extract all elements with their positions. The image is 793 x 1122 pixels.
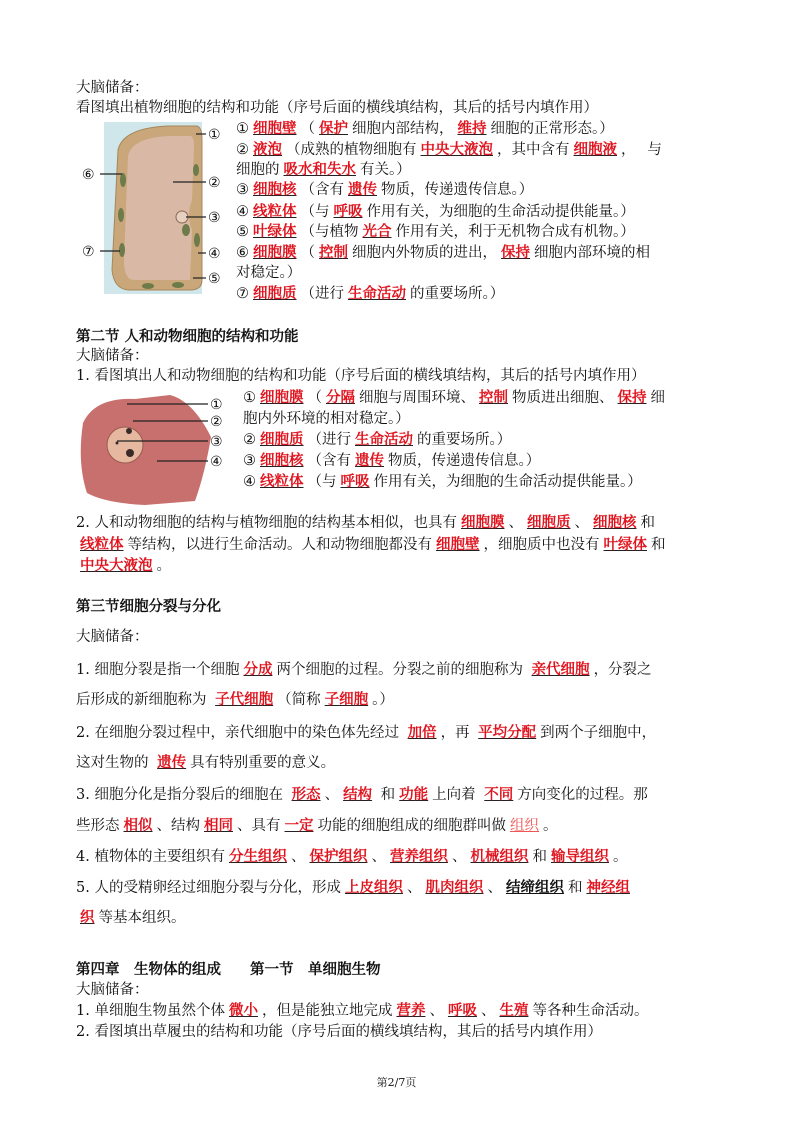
answer-blank: 中央大液泡 xyxy=(420,142,493,158)
answer-blank: 相似 xyxy=(123,818,153,834)
memory-heading: 大脑储备： xyxy=(76,80,149,96)
text-segment: 3. 细胞分化是指分裂后的细胞在 xyxy=(76,787,288,803)
answer-blank: 呼吸 xyxy=(333,204,363,220)
comparison-paragraph-line xyxy=(76,535,666,555)
answer-blank: 液泡 xyxy=(253,142,282,158)
text-segment: 、 xyxy=(290,849,306,865)
text-segment: 细胞的正常形态。） xyxy=(490,121,614,137)
answer-blank: 生命活动 xyxy=(355,432,413,448)
division-line xyxy=(76,723,656,743)
text-segment: ，细胞质中也没有 xyxy=(483,537,600,553)
plant-item-line xyxy=(236,222,635,242)
answer-blank: 微小 xyxy=(228,1003,258,1019)
plant-item-line xyxy=(236,119,614,139)
text-segment: 、 xyxy=(371,849,386,865)
text-segment: 和 xyxy=(376,787,396,803)
answer-blank: 生命活动 xyxy=(348,286,406,302)
answer-blank: 细胞膜 xyxy=(260,390,304,406)
text-segment: 作用有关，利于无机物合成有机物。） xyxy=(395,224,635,240)
text-segment: 和 xyxy=(532,849,547,865)
plant-label-1: ① xyxy=(208,127,221,143)
division-line xyxy=(76,690,394,710)
plant-label-3: ③ xyxy=(208,210,221,226)
answer-blank: 组织 xyxy=(510,818,539,834)
text-segment: 等各种生命活动。 xyxy=(532,1003,649,1019)
text-segment: 5. 人的受精卵经过细胞分裂与分化，形成 xyxy=(76,880,341,896)
text-segment: 等结构，以进行生命活动。人和动物细胞都没有 xyxy=(127,537,432,553)
text-segment: 物质，传递遗传信息。） xyxy=(388,453,541,469)
answer-blank: 细胞核 xyxy=(260,453,304,469)
text-segment: 、 xyxy=(451,849,467,865)
text-segment: 、 xyxy=(574,515,589,531)
animal-cell-diagram xyxy=(75,393,220,508)
comparison-paragraph-line xyxy=(76,556,171,576)
text-segment: 和 xyxy=(567,880,583,896)
plant-item-line xyxy=(236,180,533,200)
text-segment: ① xyxy=(236,121,249,137)
text-segment: 1. 单细胞生物虽然个体 xyxy=(76,1003,225,1019)
answer-blank: 控制 xyxy=(479,390,508,406)
answer-blank: 营养 xyxy=(396,1003,426,1019)
text-segment: 这对生物的 xyxy=(76,755,154,771)
answer-blank: 细胞壁 xyxy=(253,121,297,137)
text-segment: 2. 看图填出草履虫的结构和功能（序号后面的横线填结构，其后的括号内填作用） xyxy=(76,1024,602,1040)
animal-label-4: ④ xyxy=(210,454,223,470)
text-segment: ④ xyxy=(236,204,249,220)
text-segment: ，再 xyxy=(440,725,475,741)
animal-cell-instruction: 1. 看图填出人和动物细胞的结构和功能（序号后面的横线填结构，其后的括号内填作用） xyxy=(76,368,646,384)
answer-blank: 功能 xyxy=(399,787,429,803)
answer-blank: 保护组织 xyxy=(309,849,368,865)
text-segment: 。） xyxy=(372,692,394,708)
answer-blank: 细胞膜 xyxy=(253,245,297,261)
answer-blank: 子细胞 xyxy=(324,692,369,708)
answer-blank: 一定 xyxy=(284,818,314,834)
division-line xyxy=(76,753,335,773)
text-segment: ， 与 xyxy=(621,142,662,158)
answer-blank: 维持 xyxy=(457,121,487,137)
text-segment: （进行 xyxy=(307,432,351,448)
answer-blank: 机械组织 xyxy=(470,849,529,865)
answer-blank: 分生组织 xyxy=(228,849,287,865)
animal-item-line xyxy=(243,451,540,471)
answer-blank: 分成 xyxy=(243,662,273,678)
text-segment: （简称 xyxy=(277,692,321,708)
answer-blank: 线粒体 xyxy=(253,204,297,220)
page-number: 第2/7页 xyxy=(376,1076,417,1089)
text-segment: 、 xyxy=(324,787,340,803)
text-segment: 对稳定。） xyxy=(236,265,302,281)
answer-blank: 细胞质 xyxy=(253,286,297,302)
animal-label-1: ① xyxy=(210,397,223,413)
text-segment: 后形成的新细胞称为 xyxy=(76,692,212,708)
answer-blank: 控制 xyxy=(319,245,348,261)
text-segment: （与植物 xyxy=(300,224,359,240)
section-title: 第二节 人和动物细胞的结构和功能 xyxy=(76,329,299,345)
text-segment: ⑦ xyxy=(236,286,249,302)
text-segment: （与 xyxy=(307,474,337,490)
answer-blank: 输导组织 xyxy=(550,849,609,865)
animal-item-line xyxy=(243,472,642,492)
answer-blank: 线粒体 xyxy=(260,474,304,490)
answer-blank: 织 xyxy=(80,910,95,926)
text-segment: ，其中含有 xyxy=(497,142,570,158)
text-segment: 、 xyxy=(480,1003,496,1019)
text-segment: （ xyxy=(307,390,322,406)
answer-blank: 细胞壁 xyxy=(436,537,480,553)
text-segment: 胞内外环境的相对稳定。） xyxy=(243,411,410,427)
comparison-paragraph-line xyxy=(76,513,655,533)
answer-blank: 呼吸 xyxy=(340,474,370,490)
text-segment: ④ xyxy=(243,474,256,490)
text-segment: 2. 在细胞分裂过程中，亲代细胞中的染色体先经过 xyxy=(76,725,404,741)
text-segment: 方向变化的过程。那 xyxy=(517,787,648,803)
animal-item-line xyxy=(243,409,410,429)
text-segment: 细胞内部结构， xyxy=(352,121,454,137)
answer-blank: 亲代细胞 xyxy=(531,662,590,678)
text-segment: 细胞与周围环境、 xyxy=(359,390,475,406)
answer-blank: 吸水和失水 xyxy=(283,162,356,178)
text-segment: 些形态 xyxy=(76,818,120,834)
text-segment: 细胞的 xyxy=(236,162,280,178)
plant-label-7: ⑦ xyxy=(82,244,95,260)
plant-label-6: ⑥ xyxy=(82,167,95,183)
text-segment: （ xyxy=(300,121,315,137)
answer-blank: 神经组 xyxy=(586,880,630,896)
answer-blank: 细胞质 xyxy=(526,515,571,531)
answer-blank: 细胞质 xyxy=(260,432,304,448)
plant-item-line xyxy=(236,243,650,263)
plant-cell-diagram xyxy=(78,120,238,295)
text-segment: ② xyxy=(243,432,256,448)
text-segment: 的重要场所。） xyxy=(417,432,512,448)
text-segment: （成熟的植物细胞有 xyxy=(286,142,417,158)
division-line xyxy=(76,908,186,928)
text-segment: 上向着 xyxy=(432,787,481,803)
answer-blank: 细胞核 xyxy=(253,182,297,198)
text-segment: 、结构 xyxy=(156,818,200,834)
animal-item-line xyxy=(243,430,511,450)
text-segment: 等基本组织。 xyxy=(98,910,186,926)
answer-blank: 中央大液泡 xyxy=(80,558,153,574)
section-title: 第三节细胞分裂与分化 xyxy=(76,599,221,615)
answer-blank: 肌肉组织 xyxy=(425,880,484,896)
text-segment: 、 xyxy=(487,880,502,896)
division-line xyxy=(76,878,634,898)
answer-blank: 保持 xyxy=(501,245,530,261)
text-segment: （与 xyxy=(300,204,330,220)
text-segment: 、 xyxy=(406,880,422,896)
answer-blank: 上皮组织 xyxy=(344,880,403,896)
answer-blank: 结构 xyxy=(343,787,373,803)
text-segment: 到两个子细胞中， xyxy=(540,725,657,741)
text-segment: ⑥ xyxy=(236,245,249,261)
division-line xyxy=(76,847,627,867)
plant-item-line xyxy=(236,160,411,180)
text-segment: 、具有 xyxy=(237,818,281,834)
text-segment: 细 xyxy=(650,390,665,406)
text-segment: ，但是能独立地完成 xyxy=(261,1003,393,1019)
text-segment: 细胞内外物质的进出， xyxy=(352,245,497,261)
text-segment: 、 xyxy=(508,515,523,531)
text-segment: 功能的细胞组成的细胞群叫做 xyxy=(317,818,506,834)
answer-blank: 营养组织 xyxy=(389,849,448,865)
text-segment: 。 xyxy=(543,818,558,834)
animal-label-3: ③ xyxy=(210,434,223,450)
text-segment: 1. 细胞分裂是指一个细胞 xyxy=(76,662,240,678)
answer-blank: 线粒体 xyxy=(80,537,124,553)
answer-blank: 不同 xyxy=(484,787,514,803)
text-segment: ① xyxy=(243,390,256,406)
text-segment: 2. 人和动物细胞的结构与植物细胞的结构基本相似，也具有 xyxy=(76,515,457,531)
text-segment: 作用有关，为细胞的生命活动提供能量。） xyxy=(373,474,642,490)
text-segment: （ xyxy=(300,245,315,261)
plant-item-line xyxy=(236,140,662,160)
text-segment: 物质，传递遗传信息。） xyxy=(381,182,534,198)
answer-blank: 遗传 xyxy=(348,182,377,198)
answer-blank: 生殖 xyxy=(499,1003,529,1019)
division-line xyxy=(76,660,652,680)
text-segment: （含有 xyxy=(300,182,344,198)
answer-blank: 遗传 xyxy=(157,755,187,771)
memory-heading: 大脑储备： xyxy=(76,348,149,364)
plant-label-5: ⑤ xyxy=(208,271,221,287)
text-segment: 的重要场所。） xyxy=(410,286,505,302)
memory-heading: 大脑储备： xyxy=(76,629,149,645)
plant-item-line xyxy=(236,284,504,304)
answer-blank: 细胞膜 xyxy=(460,515,505,531)
plant-item-line xyxy=(236,263,301,283)
text-segment: 具有特别重要的意义。 xyxy=(190,755,336,771)
text-segment: ② xyxy=(236,142,249,158)
text-segment: 有关。） xyxy=(360,162,411,178)
text-segment: 4. 植物体的主要组织有 xyxy=(76,849,225,865)
division-line xyxy=(76,816,558,836)
answer-blank: 细胞核 xyxy=(592,515,637,531)
answer-blank: 结缔组织 xyxy=(505,880,564,896)
unicellular-line xyxy=(76,1022,602,1042)
text-segment: 。 xyxy=(612,849,628,865)
chapter-title: 第四章 生物体的组成 第一节 单细胞生物 xyxy=(76,962,381,978)
memory-heading: 大脑储备： xyxy=(76,982,149,998)
division-line xyxy=(76,785,648,805)
answer-blank: 呼吸 xyxy=(447,1003,477,1019)
answer-blank: 叶绿体 xyxy=(253,224,297,240)
plant-label-4: ④ xyxy=(208,246,221,262)
unicellular-line xyxy=(76,1001,648,1021)
animal-label-2: ② xyxy=(210,414,223,430)
text-segment: 。 xyxy=(156,558,171,574)
answer-blank: 分隔 xyxy=(326,390,355,406)
text-segment: （含有 xyxy=(307,453,351,469)
answer-blank: 相同 xyxy=(204,818,233,834)
text-segment: ③ xyxy=(236,182,249,198)
text-segment: 细胞内部环境的相 xyxy=(534,245,650,261)
answer-blank: 形态 xyxy=(291,787,321,803)
text-segment: ⑤ xyxy=(236,224,249,240)
text-segment: 、 xyxy=(429,1003,444,1019)
plant-cell-instruction: 看图填出植物细胞的结构和功能（序号后面的横线填结构，其后的括号内填作用） xyxy=(76,100,598,116)
text-segment: 和 xyxy=(651,537,666,553)
answer-blank: 叶绿体 xyxy=(603,537,647,553)
answer-blank: 保护 xyxy=(319,121,348,137)
answer-blank: 遗传 xyxy=(355,453,384,469)
text-segment: 物质进出细胞、 xyxy=(512,390,614,406)
answer-blank: 平均分配 xyxy=(478,725,537,741)
text-segment: 作用有关，为细胞的生命活动提供能量。） xyxy=(366,204,635,220)
text-segment: ，分裂之 xyxy=(593,662,652,678)
answer-blank: 光合 xyxy=(362,224,392,240)
answer-blank: 子代细胞 xyxy=(215,692,274,708)
plant-item-line xyxy=(236,202,635,222)
animal-item-line xyxy=(243,388,665,408)
text-segment: 两个细胞的过程。分裂之前的细胞称为 xyxy=(276,662,528,678)
answer-blank: 保持 xyxy=(617,390,647,406)
text-segment: 和 xyxy=(640,515,655,531)
text-segment: ③ xyxy=(243,453,256,469)
answer-blank: 加倍 xyxy=(407,725,437,741)
text-segment: （进行 xyxy=(300,286,344,302)
answer-blank: 细胞液 xyxy=(573,142,617,158)
plant-label-2: ② xyxy=(208,175,221,191)
